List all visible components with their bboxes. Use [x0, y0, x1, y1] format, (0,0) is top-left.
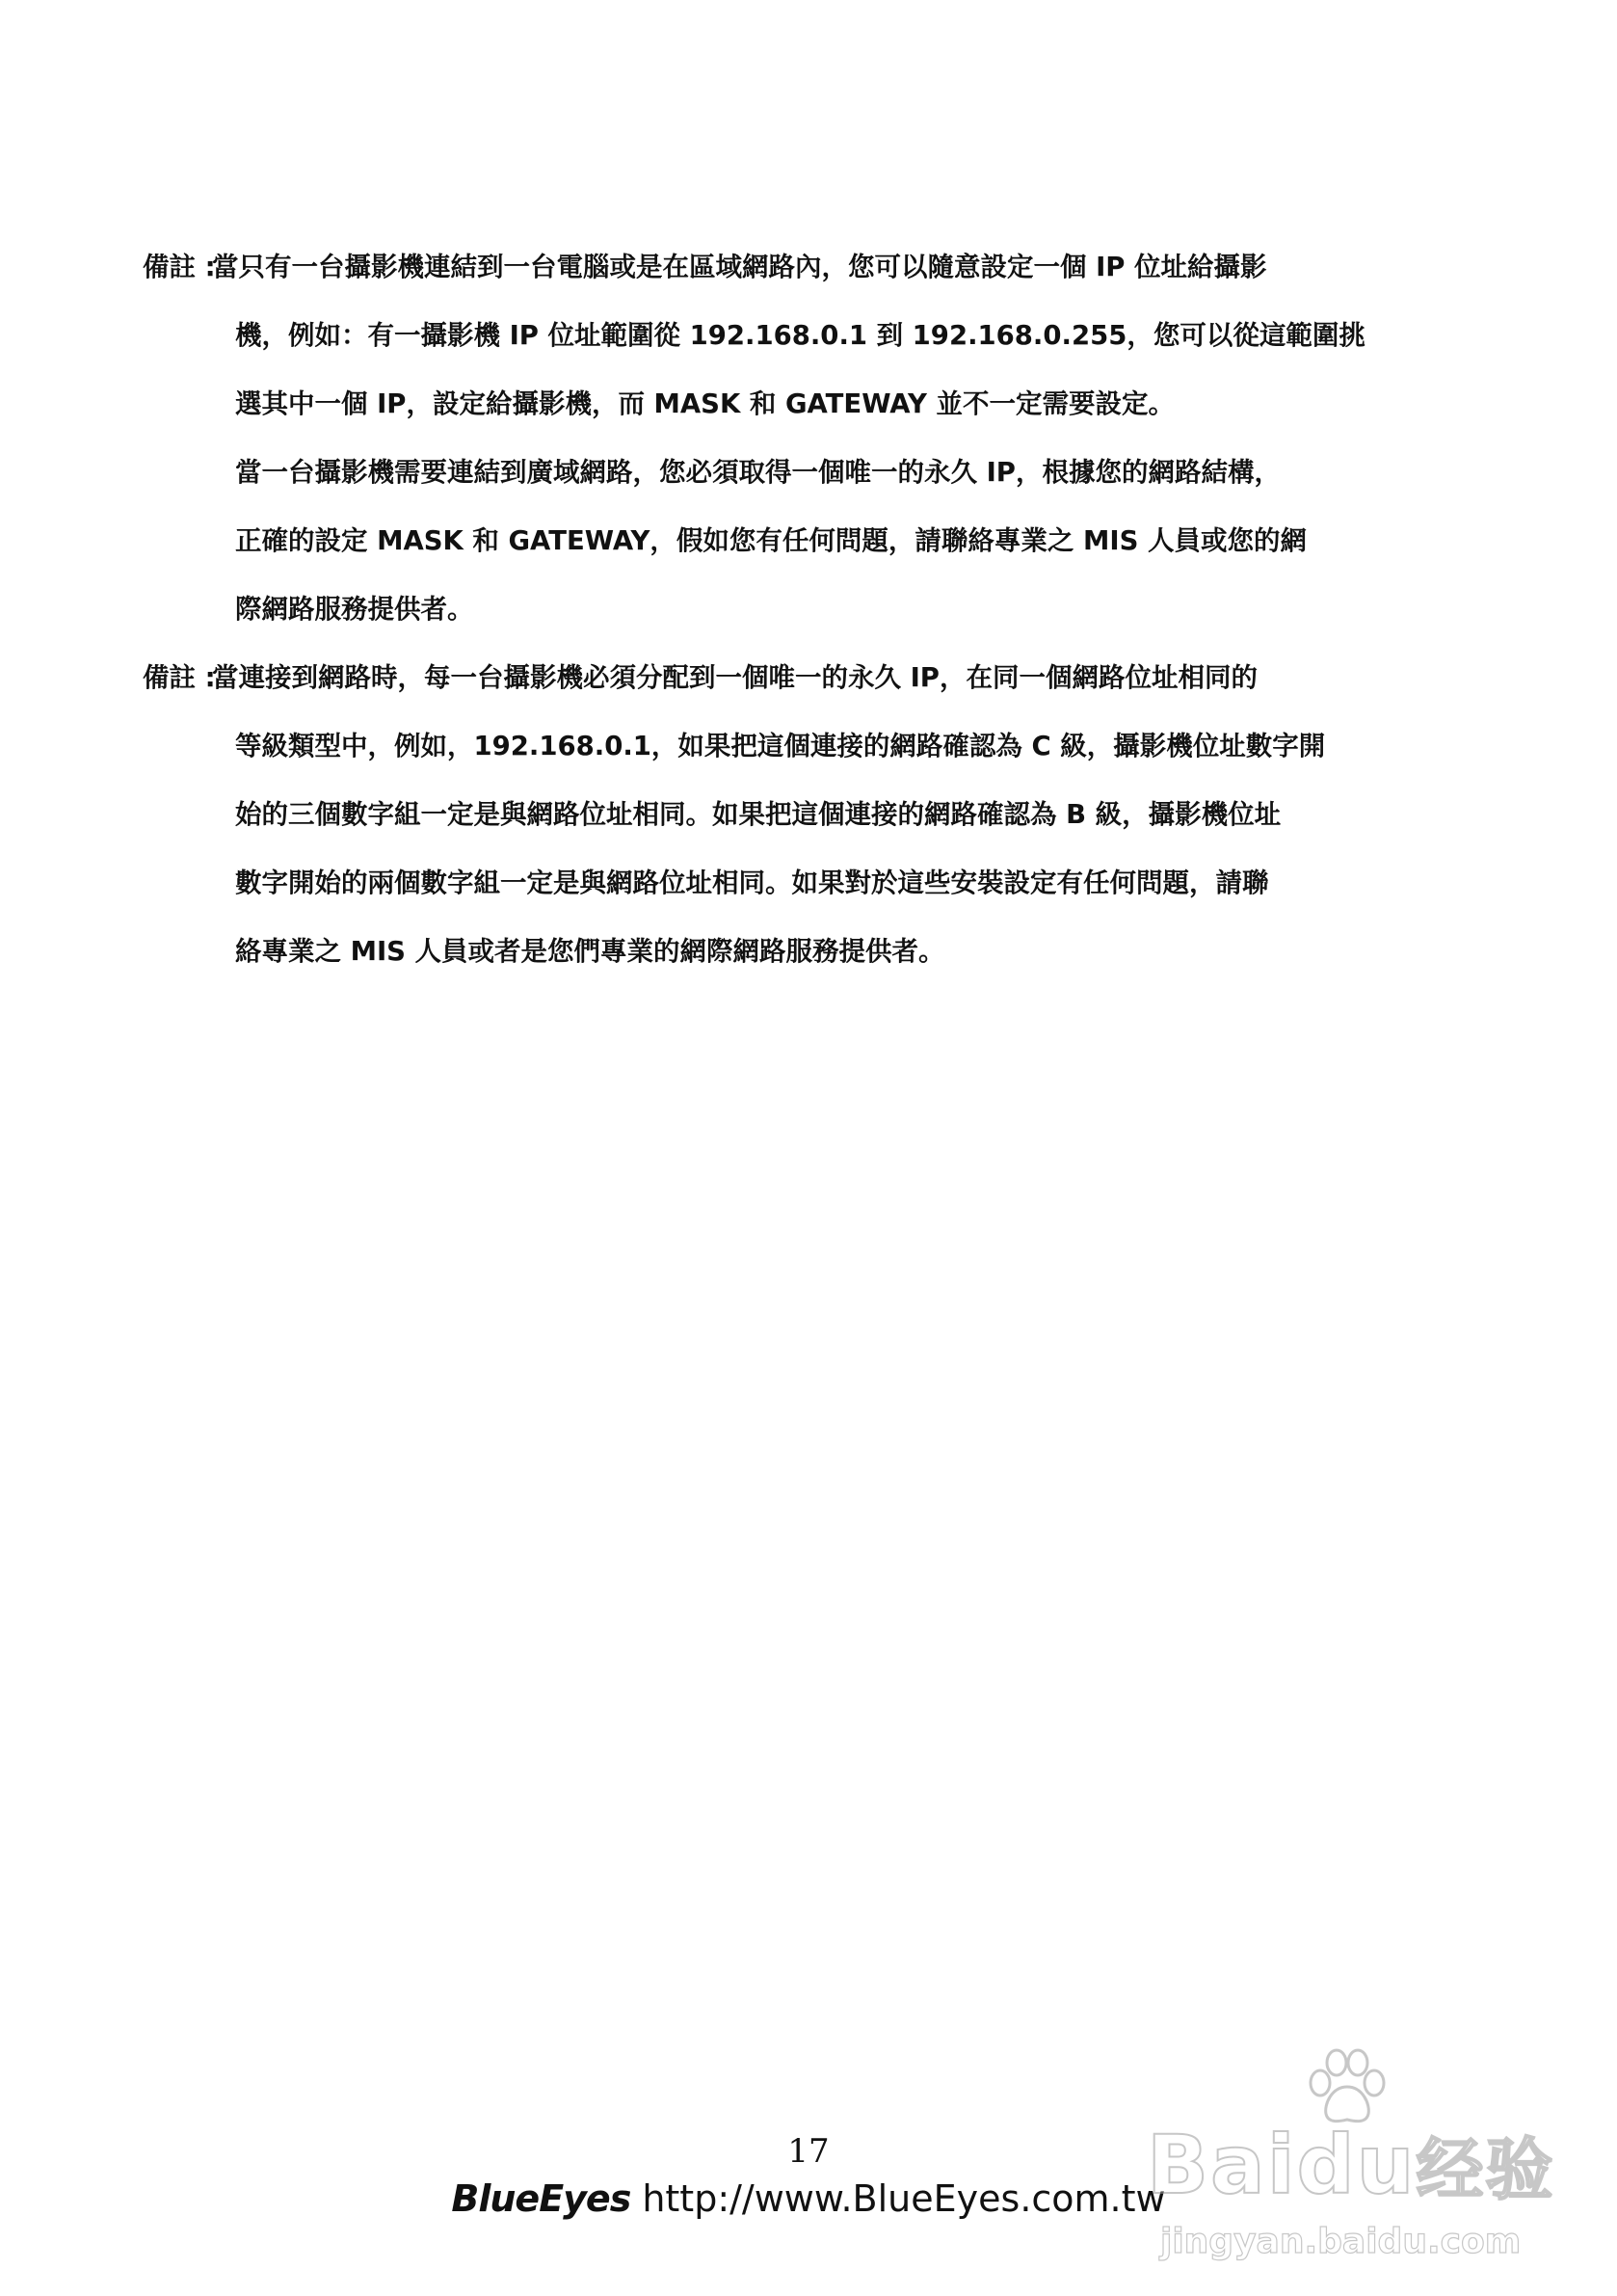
note-label: 備註 :: [143, 662, 216, 693]
page-number: 17: [787, 2132, 830, 2171]
note-line: 等級類型中，例如，192.168.0.1，如果把這個連接的網路確認為 C 級，攝影機位址數字開: [235, 731, 1326, 761]
baidu-watermark: [1147, 2048, 1555, 2270]
note-line: 當連接到網路時，每一台攝影機必須分配到一個唯一的永久 IP，在同一個網路位址相同的: [212, 662, 1258, 693]
note-line: 始的三個數字組一定是與網路位址相同。如果把這個連接的網路確認為 B 級，攝影機位址: [235, 799, 1282, 830]
watermark-logo: [1147, 2116, 1554, 2213]
brand-logo: BlueEyes: [451, 2177, 631, 2220]
note-2: [143, 644, 1453, 986]
watermark-du: du: [1296, 2118, 1417, 2212]
note-line: 當一台攝影機需要連結到廣域網路，您必須取得一個唯一的永久 IP，根據您的網路結構，: [235, 457, 1281, 488]
note-1: [143, 233, 1453, 644]
watermark-cn: 经验: [1416, 2130, 1555, 2209]
footer-url[interactable]: http://www.BlueEyes.com.tw: [642, 2177, 1166, 2220]
watermark-latin: Bai: [1147, 2118, 1297, 2212]
note-line: 當只有一台攝影機連結到一台電腦或是在區域網路內，您可以隨意設定一個 IP 位址給攝影: [212, 252, 1267, 282]
note-line: 正確的設定 MASK 和 GATEWAY，假如您有任何問題，請聯絡專業之 MIS 人員或您的網: [235, 525, 1307, 556]
note-label: 備註 :: [143, 252, 216, 282]
watermark-subtext: jingyan.baidu.com: [1160, 2222, 1522, 2261]
note-line: 際網路服務提供者。: [235, 594, 474, 625]
notes-section: [143, 233, 1453, 986]
note-line: 數字開始的兩個數字組一定是與網路位址相同。如果對於這些安裝設定有任何問題，請聯: [235, 868, 1269, 898]
note-line: 機，例如：有一攝影機 IP 位址範圍從 192.168.0.1 到 192.168.0.255，您可以從這範圍挑: [235, 320, 1365, 351]
note-line: 絡專業之 MIS 人員或者是您們專業的網際網路服務提供者。: [235, 936, 945, 967]
note-line: 選其中一個 IP，設定給攝影機，而 MASK 和 GATEWAY 並不一定需要設定。: [235, 388, 1175, 419]
